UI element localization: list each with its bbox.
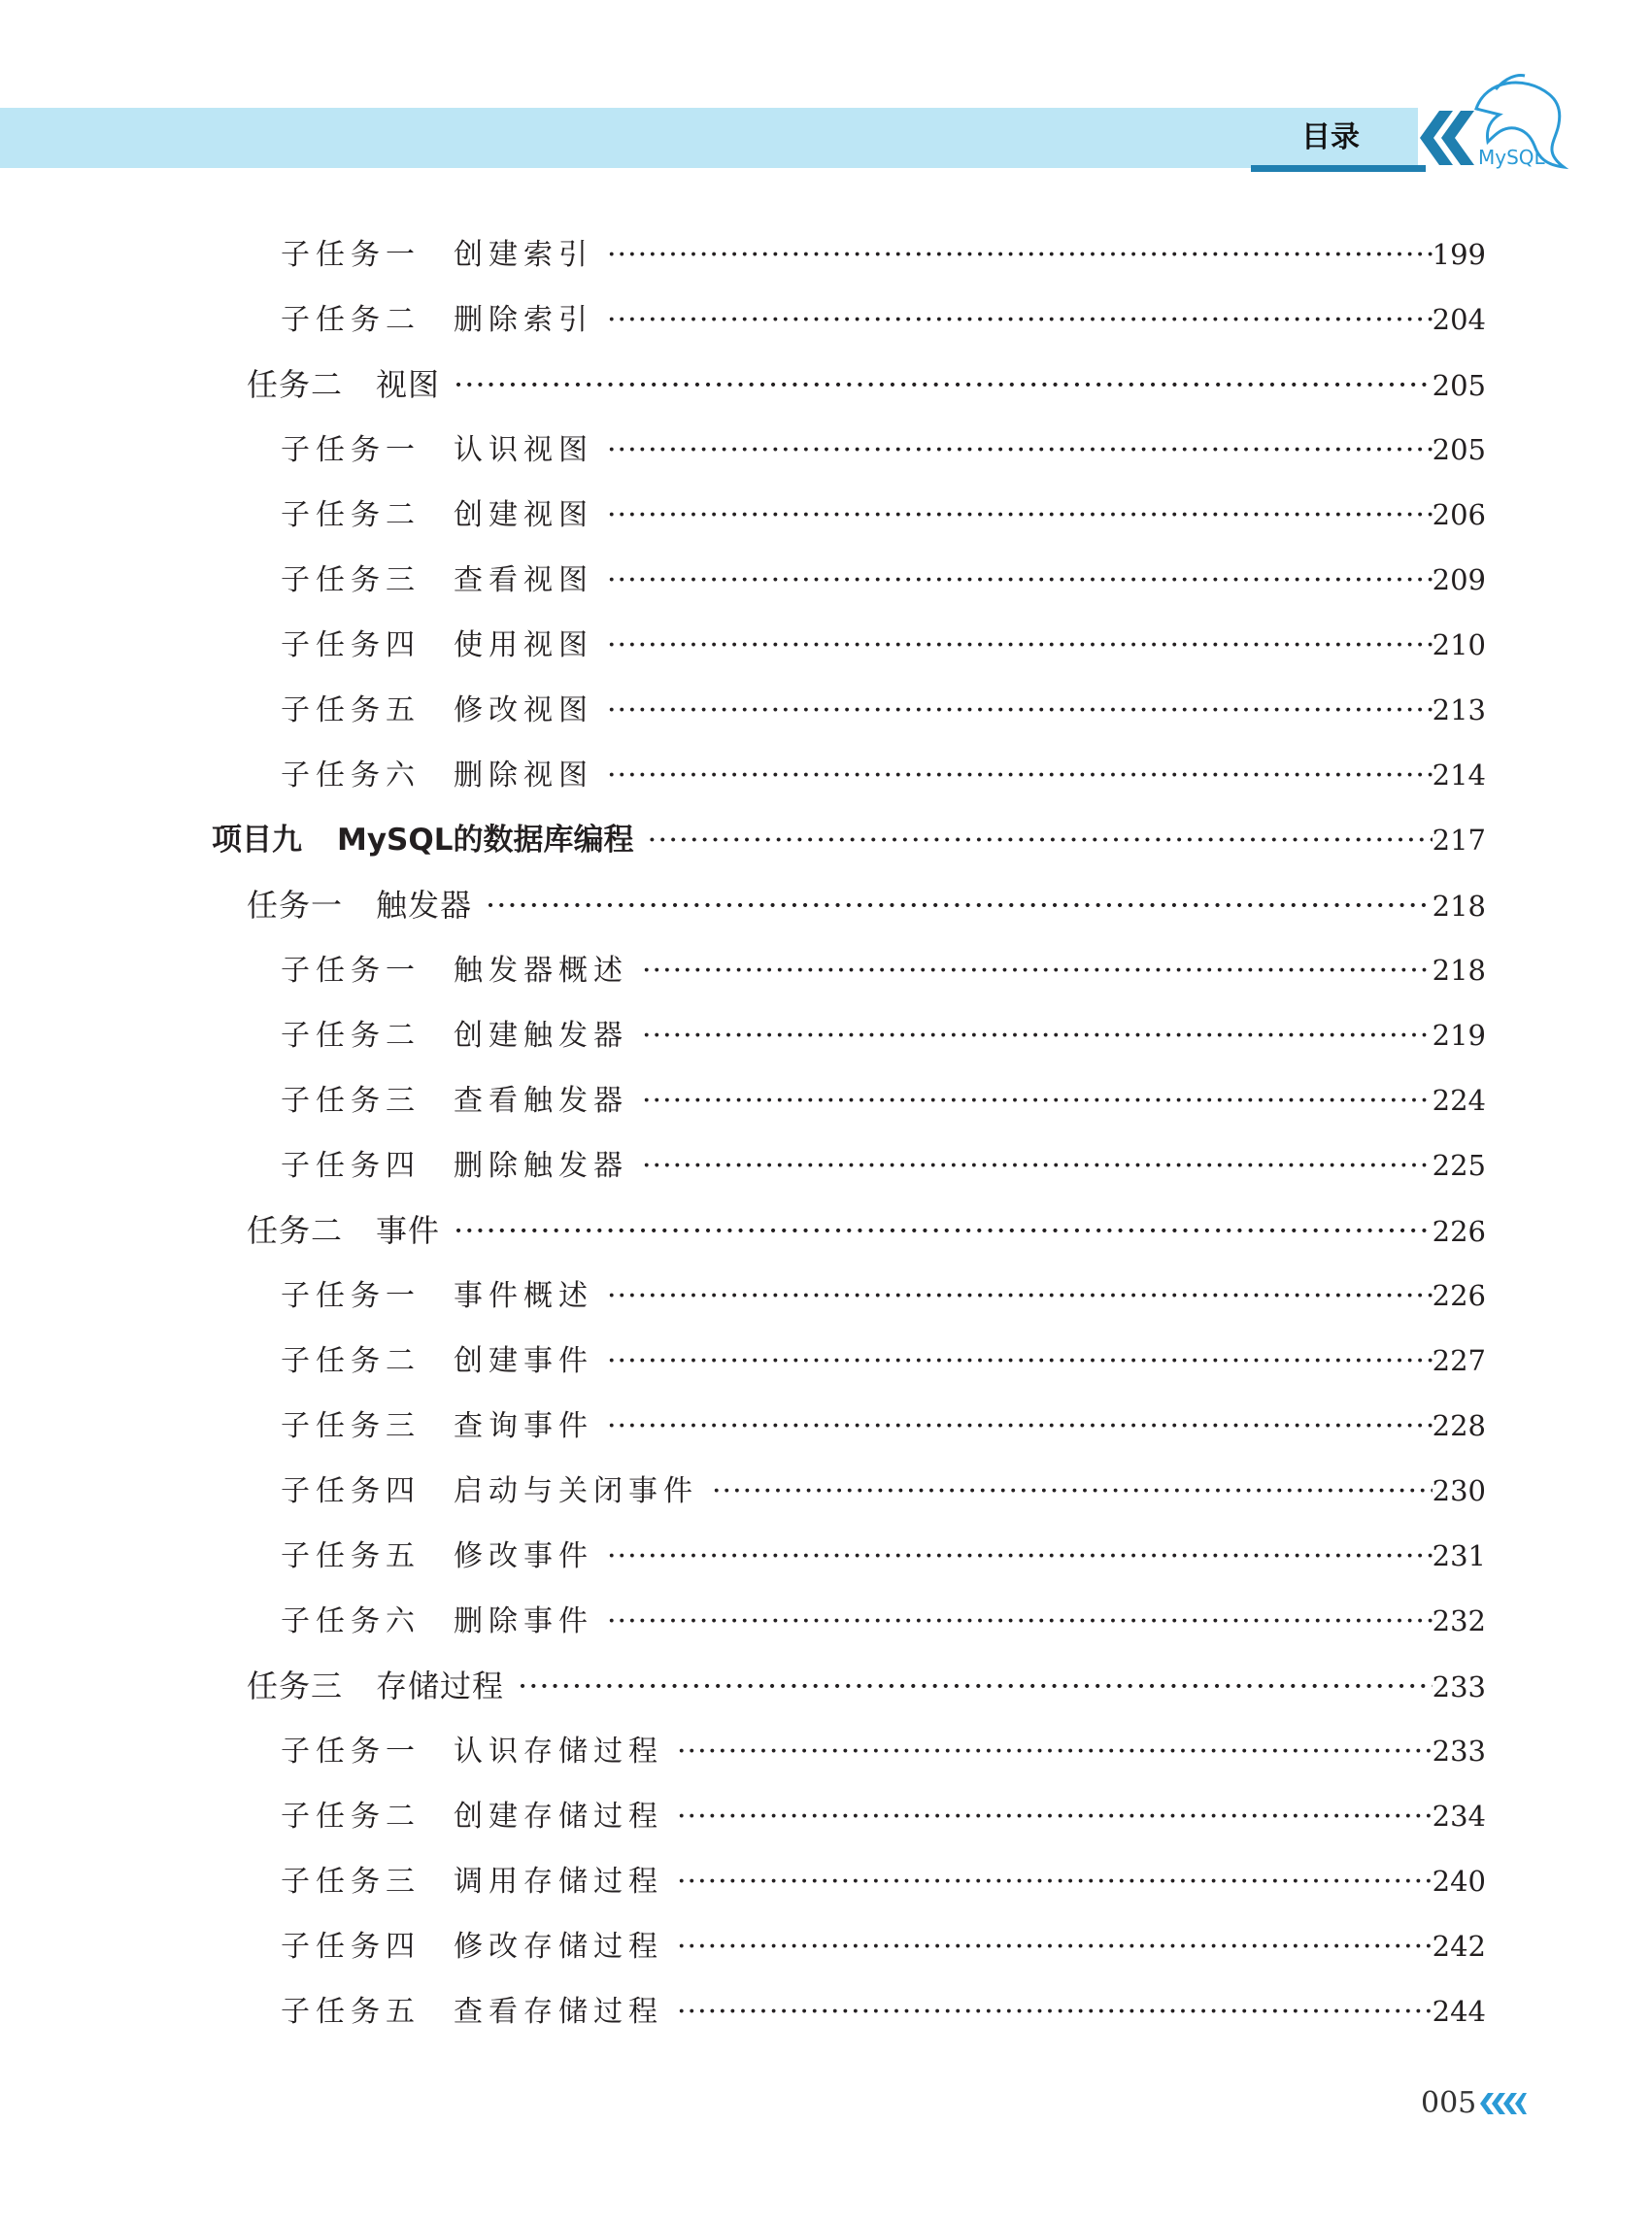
toc-entry-number: 子任务三	[281, 1865, 421, 1899]
toc-entry-page: 244	[1432, 1995, 1486, 2028]
toc-entry	[281, 428, 1486, 471]
page-title: 目录	[1301, 120, 1360, 154]
toc-leader-dots	[607, 559, 1433, 601]
toc-leader-dots	[454, 363, 1433, 406]
header-band	[0, 108, 1418, 168]
toc-entry-number: 子任务一	[281, 1735, 421, 1769]
toc-entry-page: 226	[1432, 1215, 1486, 1248]
toc-entry-page: 226	[1432, 1279, 1486, 1312]
toc-entry-title: 查看触发器	[454, 1084, 628, 1118]
toc-entry	[281, 1274, 1486, 1317]
toc-entry-page: 219	[1432, 1019, 1486, 1052]
toc-entry-title: 修改事件	[454, 1539, 593, 1573]
toc-leader-dots	[607, 624, 1433, 666]
toc-entry	[281, 949, 1486, 992]
toc-entry	[281, 754, 1486, 796]
toc-entry	[281, 1795, 1486, 1837]
toc-entry-number: 子任务四	[281, 1930, 421, 1964]
toc-entry-page: 199	[1432, 238, 1486, 271]
toc-entry	[212, 819, 1486, 861]
toc-entry	[281, 558, 1486, 601]
toc-entry-title: 删除触发器	[454, 1149, 628, 1183]
toc-leader-dots	[607, 1535, 1433, 1577]
toc-entry-page: 230	[1432, 1474, 1486, 1507]
toc-entry	[281, 1860, 1486, 1903]
toc-entry-number: 子任务四	[281, 1474, 421, 1508]
toc-entry-title: 查看视图	[454, 563, 593, 597]
toc-entry-page: 224	[1432, 1084, 1486, 1117]
toc-leader-dots	[607, 429, 1433, 471]
toc-entry-number: 子任务六	[281, 759, 421, 792]
toc-entry-title: 删除视图	[454, 759, 593, 792]
toc-leader-dots	[607, 234, 1433, 276]
toc-entry-page: 214	[1432, 759, 1486, 792]
toc-entry	[281, 1079, 1486, 1122]
toc-entry-title: MySQL的数据库编程	[337, 823, 634, 858]
toc-entry-number: 子任务二	[281, 303, 421, 337]
toc-leader-dots	[677, 1796, 1433, 1837]
toc-entry-page: 204	[1432, 303, 1486, 336]
toc-entry-number: 子任务五	[281, 693, 421, 727]
toc-entry	[281, 1469, 1486, 1512]
toc-entry	[247, 884, 1486, 927]
toc-entry	[281, 298, 1486, 341]
toc-leader-dots	[677, 1731, 1433, 1772]
toc-entry-page: 228	[1432, 1409, 1486, 1442]
toc-entry	[247, 1209, 1486, 1252]
toc-entry-number: 子任务二	[281, 1019, 421, 1053]
toc-entry-number: 任务二	[247, 1212, 344, 1249]
toc-entry-page: 232	[1432, 1604, 1486, 1637]
toc-leader-dots	[486, 884, 1433, 927]
toc-leader-dots	[518, 1665, 1433, 1707]
toc-entry-title: 创建触发器	[454, 1019, 628, 1053]
toc-entry-number: 子任务一	[281, 433, 421, 467]
toc-entry-number: 子任务三	[281, 1409, 421, 1443]
toc-leader-dots	[607, 755, 1433, 796]
toc-entry-number: 子任务二	[281, 1344, 421, 1378]
toc-entry-number: 任务二	[247, 366, 344, 403]
toc-entry-page: 218	[1432, 954, 1486, 987]
toc-entry	[281, 1925, 1486, 1968]
toc-entry-number: 任务三	[247, 1668, 344, 1704]
toc-entry-page: 210	[1432, 628, 1486, 661]
toc-entry-page: 205	[1432, 369, 1486, 402]
toc-entry-title: 调用存储过程	[454, 1865, 663, 1899]
toc-entry-title: 使用视图	[454, 628, 593, 662]
toc-leader-dots	[648, 819, 1433, 861]
toc-entry-number: 子任务四	[281, 1149, 421, 1183]
toc-entry-title: 修改视图	[454, 693, 593, 727]
toc-entry-title: 创建事件	[454, 1344, 593, 1378]
toc-entry-title: 创建索引	[454, 238, 593, 272]
toc-entry-title: 创建存储过程	[454, 1800, 663, 1834]
toc-entry-title: 事件概述	[454, 1279, 593, 1313]
toc-entry-title: 触发器	[376, 887, 473, 924]
toc-entry-number: 子任务一	[281, 1279, 421, 1313]
toc-entry-number: 子任务二	[281, 1800, 421, 1834]
toc-entry-page: 218	[1432, 890, 1486, 923]
toc-entry-number: 子任务四	[281, 628, 421, 662]
toc-leader-dots	[607, 1405, 1433, 1447]
toc-entry-title: 认识存储过程	[454, 1735, 663, 1769]
toc-entry-page: 234	[1432, 1800, 1486, 1833]
toc-leader-dots	[454, 1209, 1433, 1252]
toc-leader-dots	[642, 950, 1433, 992]
toc-entry-page: 209	[1432, 563, 1486, 596]
toc-entry-number: 子任务六	[281, 1604, 421, 1638]
toc-entry-page: 233	[1432, 1670, 1486, 1703]
toc-entry-number: 子任务五	[281, 1539, 421, 1573]
toc-entry	[281, 1600, 1486, 1642]
toc-leader-dots	[607, 1601, 1433, 1642]
toc-entry	[281, 689, 1486, 731]
toc-entry	[281, 1144, 1486, 1187]
toc-entry	[281, 233, 1486, 276]
toc-leader-dots	[642, 1145, 1433, 1187]
toc-entry	[247, 363, 1486, 406]
toc-entry-page: 227	[1432, 1344, 1486, 1377]
toc-entry	[281, 493, 1486, 536]
toc-entry	[281, 1014, 1486, 1057]
toc-entry-page: 225	[1432, 1149, 1486, 1182]
toc-entry-number: 子任务三	[281, 563, 421, 597]
toc-leader-dots	[607, 1340, 1433, 1382]
toc-entry-title: 事件	[376, 1212, 441, 1249]
toc-entry	[281, 1730, 1486, 1772]
toc-entry-page: 231	[1432, 1539, 1486, 1572]
toc-entry-title: 查看存储过程	[454, 1995, 663, 2029]
toc-entry-title: 删除索引	[454, 303, 593, 337]
toc-leader-dots	[607, 690, 1433, 731]
toc-entry	[247, 1665, 1486, 1707]
toc-entry-title: 修改存储过程	[454, 1930, 663, 1964]
toc-entry-page: 242	[1432, 1930, 1486, 1963]
toc-entry	[281, 1339, 1486, 1382]
toc-entry-number: 子任务一	[281, 238, 421, 272]
toc-entry-page: 206	[1432, 498, 1486, 531]
toc-leader-dots	[607, 1275, 1433, 1317]
logo-text: MySQL	[1478, 146, 1545, 169]
chevron-left-icon	[1478, 2089, 1527, 2118]
toc-entry-page: 205	[1432, 433, 1486, 466]
page-number: 005	[1421, 2086, 1477, 2120]
toc-leader-dots	[677, 1991, 1433, 2033]
toc-entry-page: 233	[1432, 1735, 1486, 1768]
toc-entry-number: 子任务一	[281, 954, 421, 988]
toc-entry-title: 创建视图	[454, 498, 593, 532]
toc-entry-page: 240	[1432, 1865, 1486, 1898]
toc-leader-dots	[712, 1470, 1433, 1512]
toc-leader-dots	[642, 1080, 1433, 1122]
toc-leader-dots	[642, 1015, 1433, 1057]
toc-entry-page: 213	[1432, 693, 1486, 726]
toc-entry-title: 启动与关闭事件	[454, 1474, 698, 1508]
toc-entry-title: 触发器概述	[454, 954, 628, 988]
toc-leader-dots	[607, 299, 1433, 341]
toc-entry-number: 任务一	[247, 887, 344, 924]
toc-entry	[281, 1990, 1486, 2033]
toc-entry-title: 认识视图	[454, 433, 593, 467]
toc-entry-number: 子任务三	[281, 1084, 421, 1118]
toc-entry-title: 存储过程	[376, 1668, 505, 1704]
toc-entry-number: 项目九	[212, 823, 302, 858]
toc-entry-title: 视图	[376, 366, 441, 403]
toc-leader-dots	[677, 1861, 1433, 1903]
toc-entry-number: 子任务二	[281, 498, 421, 532]
toc-entry-page: 217	[1432, 824, 1486, 857]
toc-entry	[281, 1534, 1486, 1577]
toc-entry	[281, 624, 1486, 666]
toc-entry-title: 删除事件	[454, 1604, 593, 1638]
header-underline	[1251, 165, 1426, 172]
toc-entry	[281, 1404, 1486, 1447]
toc-leader-dots	[607, 494, 1433, 536]
toc-leader-dots	[677, 1926, 1433, 1968]
toc-entry-number: 子任务五	[281, 1995, 421, 2029]
toc-entry-title: 查询事件	[454, 1409, 593, 1443]
